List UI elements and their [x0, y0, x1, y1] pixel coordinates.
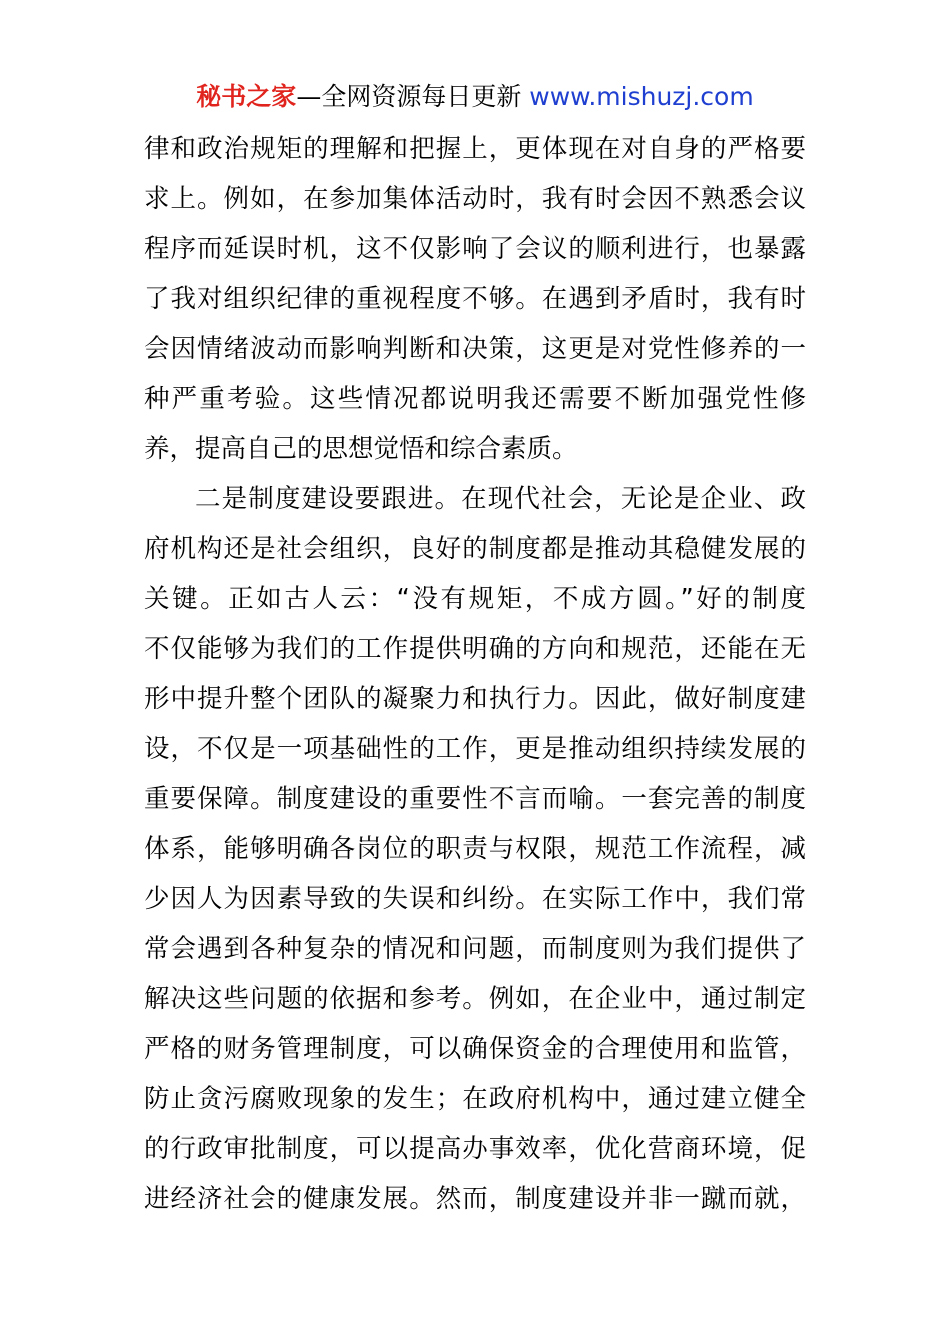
text-line: 府机构还是社会组织，良好的制度都是推动其稳健发展的: [144, 534, 806, 564]
text-line: 解决这些问题的依据和参考。例如，在企业中，通过制定: [144, 984, 806, 1014]
text-line: 程序而延误时机，这不仅影响了会议的顺利进行，也暴露: [144, 234, 806, 264]
text-line: 律和政治规矩的理解和把握上，更体现在对自身的严格要: [144, 134, 806, 164]
site-url-link[interactable]: www.mishuzj.com: [529, 82, 754, 111]
text-line: 求上。例如，在参加集体活动时，我有时会因不熟悉会议: [144, 184, 806, 214]
text-line: 二是制度建设要跟进。在现代社会，无论是企业、政: [195, 484, 806, 514]
text-line: 体系，能够明确各岗位的职责与权限，规范工作流程，减: [144, 834, 806, 864]
text-line: 形中提升整个团队的凝聚力和执行力。因此，做好制度建: [144, 684, 806, 714]
site-brand: 秘书之家: [196, 82, 297, 111]
text-line: 关键。正如古人云：“没有规矩，不成方圆。”好的制度: [144, 584, 806, 614]
text-line: 了我对组织纪律的重视程度不够。在遇到矛盾时，我有时: [144, 284, 806, 314]
site-tagline: —全网资源每日更新: [296, 82, 522, 111]
text-line: 养，提高自己的思想觉悟和综合素质。: [144, 434, 578, 464]
text-line: 少因人为因素导致的失误和纠纷。在实际工作中，我们常: [144, 884, 806, 914]
paragraph-continuation: [144, 124, 806, 474]
document-body: [144, 124, 806, 1224]
text-line: 进经济社会的健康发展。然而，制度建设并非一蹴而就，: [144, 1184, 806, 1214]
text-line: 设，不仅是一项基础性的工作，更是推动组织持续发展的: [144, 734, 806, 764]
page-header: [0, 80, 950, 114]
text-line: 重要保障。制度建设的重要性不言而喻。一套完善的制度: [144, 784, 806, 814]
text-line: 会因情绪波动而影响判断和决策，这更是对党性修养的一: [144, 334, 806, 364]
text-line: 的行政审批制度，可以提高办事效率，优化营商环境，促: [144, 1134, 806, 1164]
text-line: 防止贪污腐败现象的发生；在政府机构中，通过建立健全: [144, 1084, 806, 1114]
text-line: 种严重考验。这些情况都说明我还需要不断加强党性修: [144, 384, 806, 414]
text-line: 严格的财务管理制度，可以确保资金的合理使用和监管，: [144, 1034, 806, 1064]
paragraph-system-building: [144, 474, 806, 1224]
text-line: 常会遇到各种复杂的情况和问题，而制度则为我们提供了: [144, 934, 806, 964]
text-line: 不仅能够为我们的工作提供明确的方向和规范，还能在无: [144, 634, 806, 664]
